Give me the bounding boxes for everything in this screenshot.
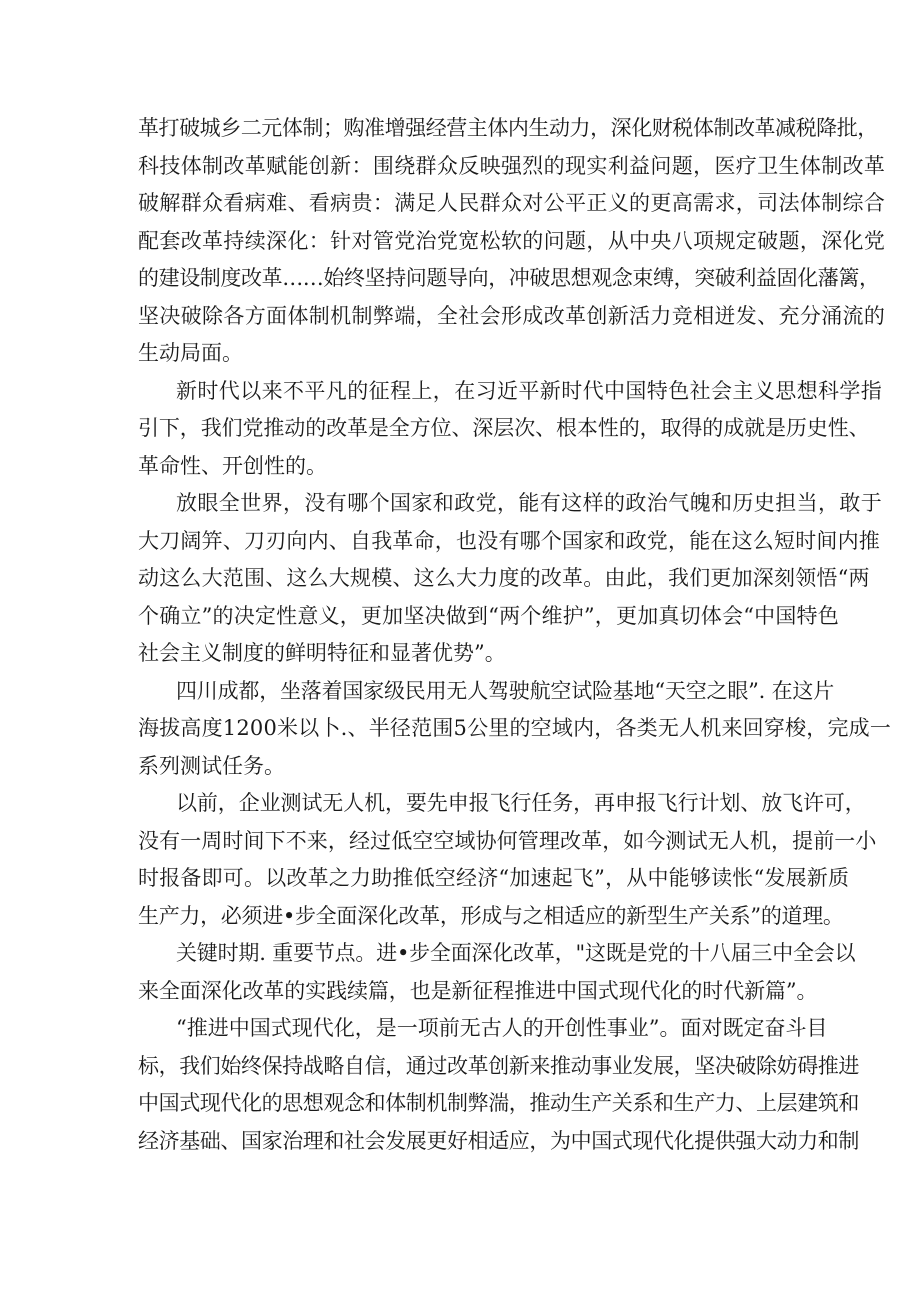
- text-line: 引下，我们党推动的改革是全方位、深层次、根本性的，取得的成就是历史性、: [138, 416, 870, 440]
- text-line: 革命性、开创性的。: [138, 453, 327, 478]
- text-line: 中国式现代化的思想观念和体制机制弊湍，推动生产关系和生产力、上层建筑和: [138, 1091, 859, 1115]
- text-line: 坚决破除各方面体制机制弊端，全社会形成改革创新活力竞相迸发、充分涌流的: [138, 303, 886, 328]
- paragraph: [138, 673, 892, 786]
- text-line: 个确立”的决定性意义，更加坚决做到“两个维护”，更加真切体会“中国特色: [138, 603, 839, 628]
- text-line: 系列测试任务。: [138, 753, 285, 778]
- text-line: 放眼全世界，没有哪个国家和政党，能有这样的政治气魄和历史担当，敢于: [176, 491, 883, 515]
- text-line: 科技体制改革赋能创新：围绕群众反映强烈的现实利益问题，医疗卫生体制改革: [138, 153, 886, 178]
- text-line: 关键时期. 重要节点。进•步全面深化改革，"这既是党的十八届三中全会以: [176, 941, 856, 965]
- text-line: “推进中国式现代化，是一项前无古人的开创性事业”。面对既定奋斗目: [176, 1016, 828, 1040]
- paragraph: [138, 1010, 859, 1160]
- paragraph: [138, 935, 856, 1010]
- text-line: 的建设制度改革……始终坚持问题导向，冲破思想观念束缚，突破利益固化藩篱，: [138, 266, 880, 290]
- text-line: 来全面深化改革的实践续篇，也是新征程推进中国式现代化的时代新篇”。: [138, 978, 818, 1003]
- text-line: 经济基础、国家治理和社会发展更好相适应，为中国式现代化提供强大动力和制: [138, 1128, 859, 1153]
- text-line: 破解群众看病难、看病贵：满足人民群众对公平正义的更高需求，司法体制综合: [138, 191, 886, 215]
- paragraph: [138, 373, 883, 486]
- text-line: 四川成都，坐落着国家级民用无人驾驶航空试险基地“天空之眼”. 在这片: [176, 678, 835, 703]
- paragraph: [138, 485, 883, 673]
- text-line: 社会主义制度的鲜明特征和显著优势”。: [138, 641, 506, 665]
- text-line: 生产力，必须进•步全面深化改革，形成与之相适应的新型生产关系”的道理。: [138, 903, 844, 928]
- text-line: 新时代以来不平凡的征程上，在习近平新时代中国特色社会主义思想科学指: [176, 378, 883, 403]
- text-line: 配套改革持续深化：针对管党治党宽松软的问题，从中央八项规定破题，深化党: [138, 228, 886, 253]
- text-line: 时报备即可。以改革之力助推低空经济“加速起飞”，从中能够读怅“发展新质: [138, 866, 850, 890]
- text-line: 革打破城乡二元体制；购准增强经营主体内生动力，深化财税体制改革减税降批，: [138, 116, 878, 140]
- document-body: [138, 110, 892, 1160]
- text-line: 标，我们始终保持战略自信，通过改革创新来推动事业发展，坚决破除妨碍推进: [138, 1053, 859, 1078]
- text-line: 大刀阔笄、刀刃向内、自我革命，也没有哪个国家和政党，能在这么短时间内推: [138, 528, 880, 553]
- text-line: 海拔高度1200米以卜.、半径范围5公里的空域内，各类无人机来回穿梭，完成一: [138, 716, 892, 740]
- text-line: 以前，企业测试无人机，要先申报飞行任务，再申报飞行计划、放飞许可，: [176, 791, 866, 815]
- paragraph: [138, 110, 886, 373]
- text-line: 没有一周时间下不来，经过低空空域协何管理改革，如今测试无人机，提前一小: [138, 828, 877, 853]
- paragraph: [138, 785, 877, 935]
- text-line: 动这么大范围、这么大规模、这么大力度的改革。由此，我们更加深刻领悟“两: [138, 566, 870, 590]
- text-line: 生动局面。: [138, 341, 243, 365]
